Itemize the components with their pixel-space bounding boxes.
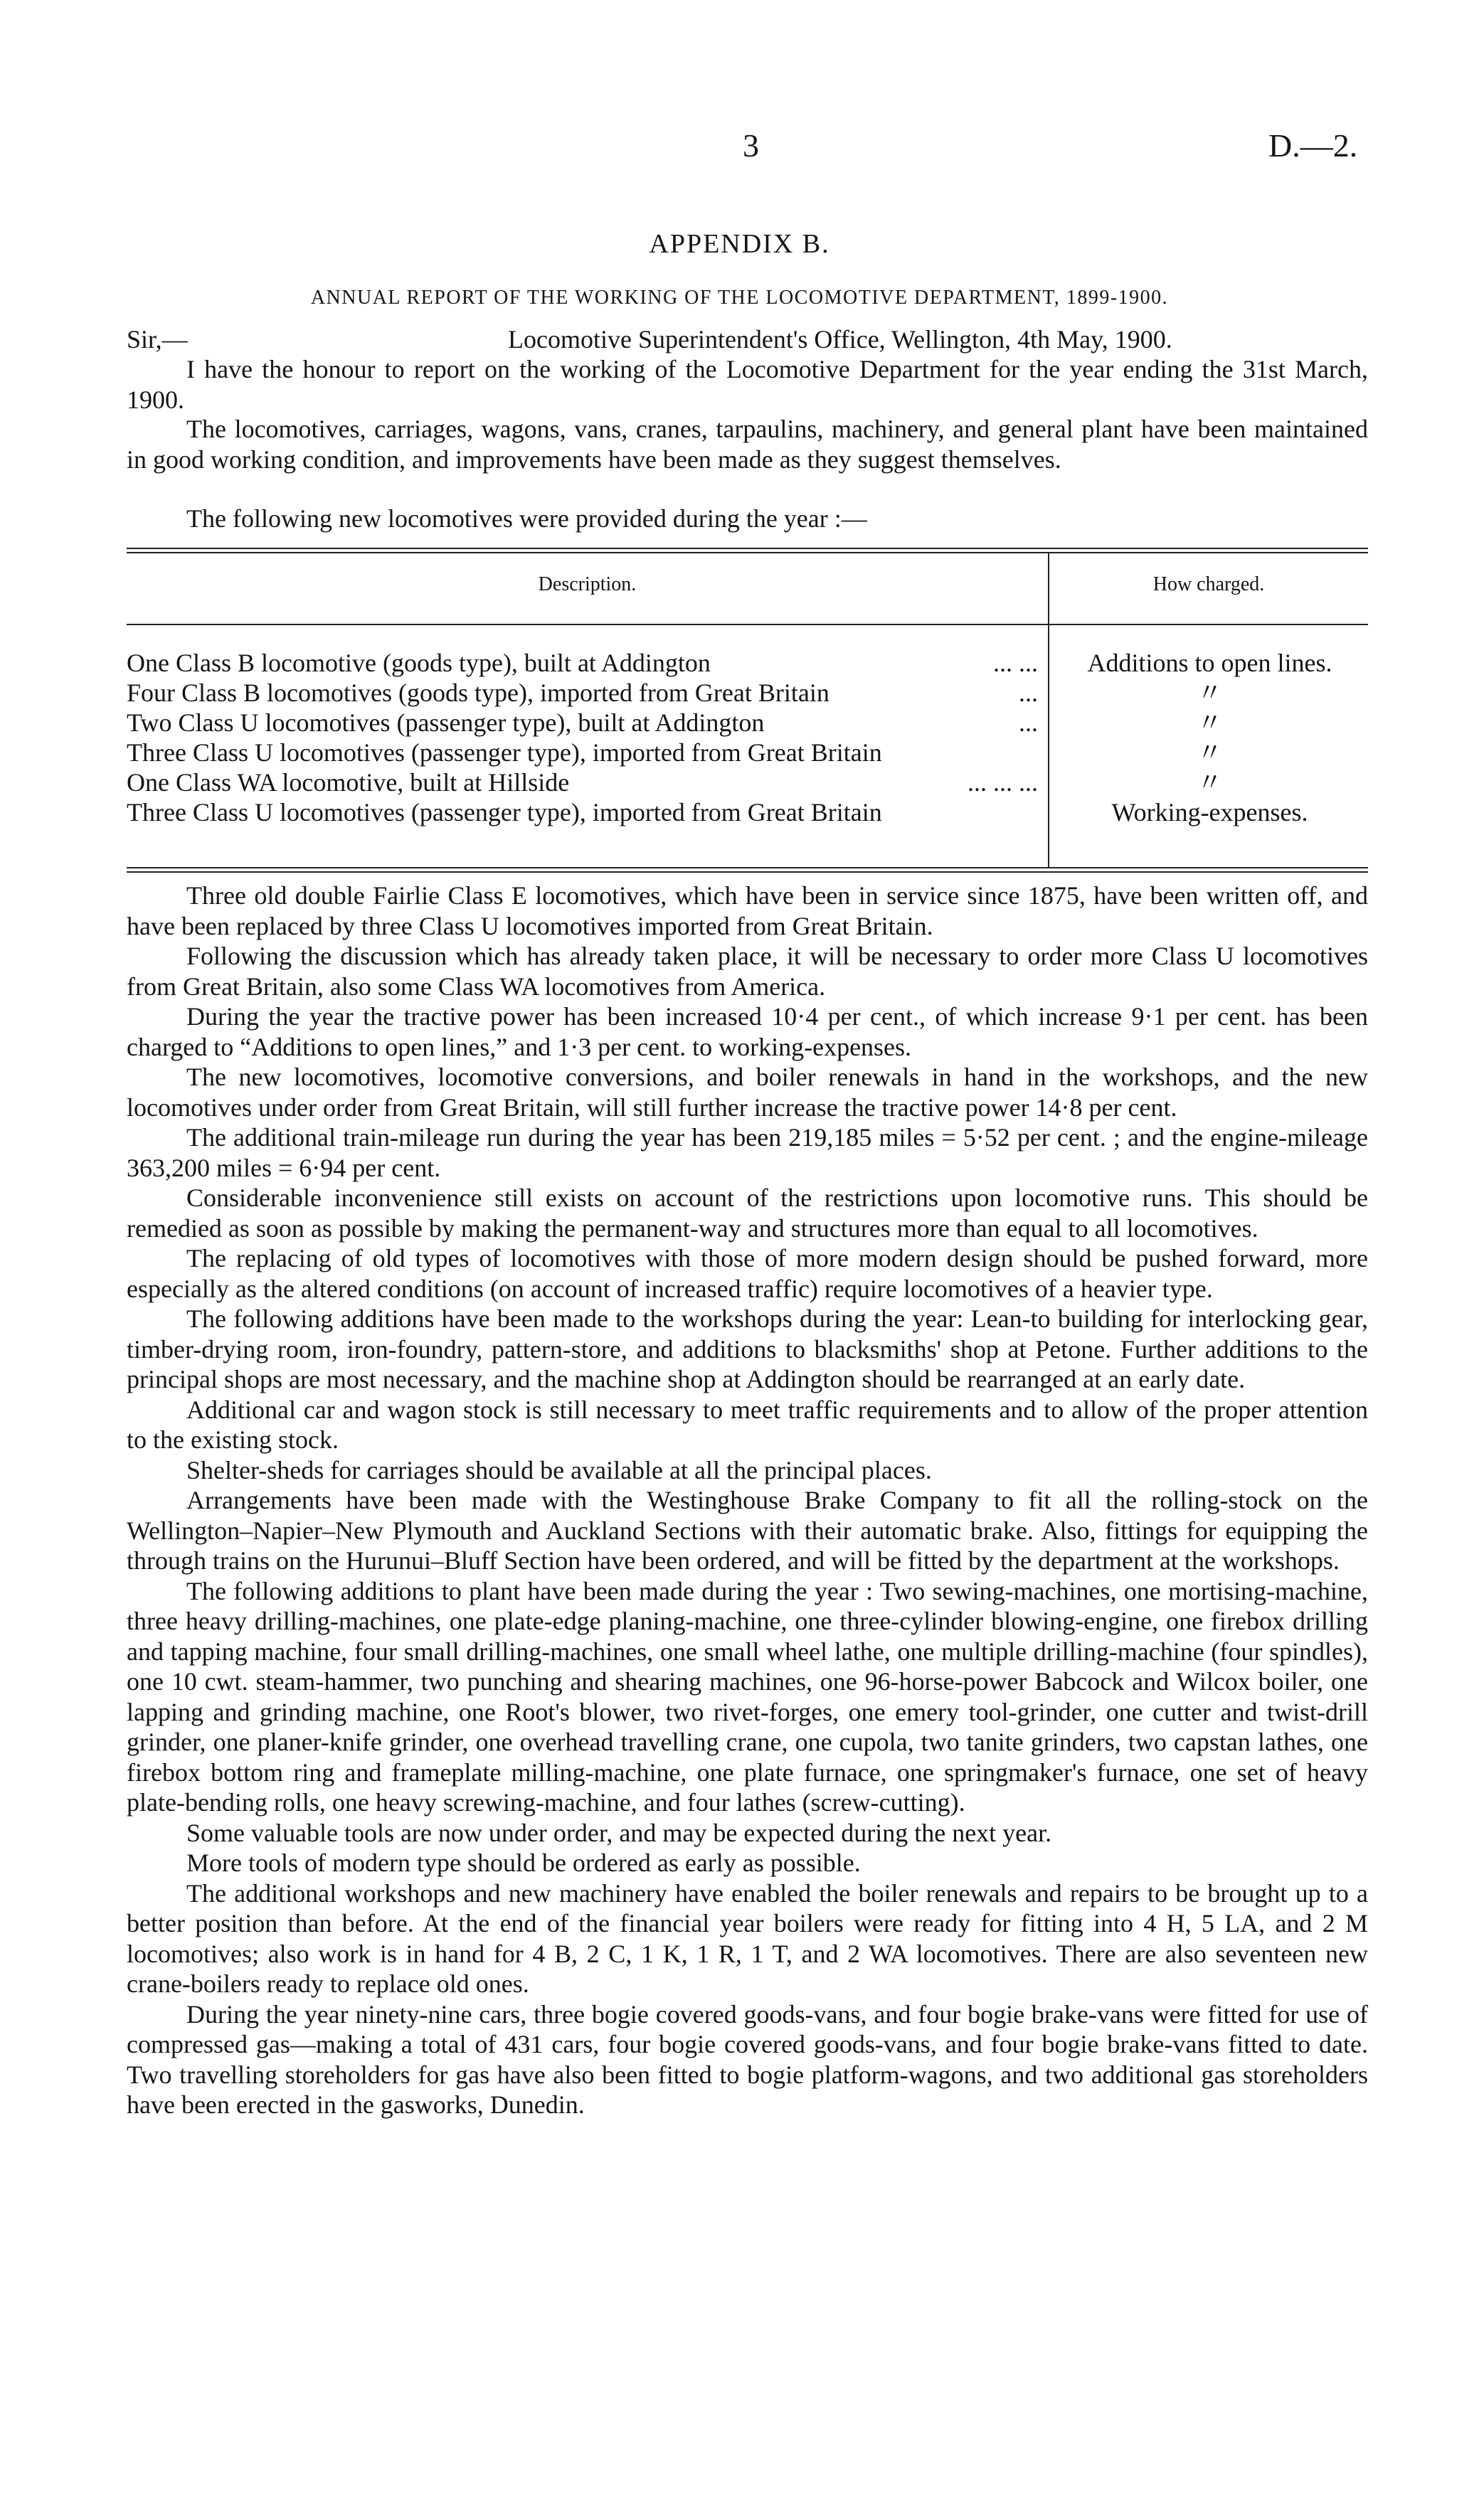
salutation: Sir,—	[127, 325, 188, 353]
leader-dots: ...	[1019, 679, 1038, 707]
report-body	[127, 881, 1368, 2120]
page-number: 3	[743, 127, 759, 164]
leader-dots: ... ... ...	[968, 768, 1038, 797]
table-rule	[127, 548, 1368, 549]
body-paragraph: Following the discussion which has already taken place, it will be necessary to order more Class U locomotives from Great Britain, also some Class WA locomotives from America.	[127, 942, 1368, 1001]
row-description: One Class WA locomotive, built at Hillside	[127, 768, 570, 797]
body-paragraph: The additional workshops and new machinery have enabled the boiler renewals and repairs to be brought up to a better position than before. At the end of the financial year boilers were ready for fitting into 4 H, 5 LA, and 2 M locomotives; also work is in hand for 4 B, 2 C, 1 K, 1 R, 1 T, and 2 WA locomotives. There are also seventeen new crane-boilers ready to replace old ones.	[127, 1878, 1368, 1998]
body-paragraph: During the year the tractive power has been increased 10·4 per cent., of which increase 9·1 per cent. has been charged to “Additions to open lines,” and 1·3 per cent. to working-expenses.	[127, 1002, 1368, 1061]
table-header-how-charged: How charged.	[1152, 573, 1265, 595]
intro-paragraph: I have the honour to report on the working of the Locomotive Department for the year ending the 31st March, 1900.	[127, 355, 1368, 414]
table-rule	[127, 867, 1368, 868]
intro-paragraph: The following new locomotives were provided during the year :—	[186, 504, 867, 533]
table-rule	[127, 552, 1368, 553]
row-how-charged: Additions to open lines.	[1087, 649, 1332, 677]
body-paragraph: The replacing of old types of locomotives with those of more modern design should be pushed forward, more especially as the altered conditions (on account of increased traffic) require locomotives of a heavier type.	[127, 1244, 1368, 1303]
body-paragraph: The following additions have been made to the workshops during the year: Lean-to building for interlocking gear, timber-drying room, iron-foundry, pattern-store, and additions to blacksmiths' shop at Petone. Further additions to the principal shops are most necessary, and the machine shop at Addington should be rearranged at an early date.	[127, 1304, 1368, 1393]
row-how-charged: 〃	[1197, 679, 1223, 707]
row-description: Three Class U locomotives (passenger type), imported from Great Britain	[127, 738, 882, 767]
body-paragraph: The following additions to plant have been made during the year : Two sewing-machines, one mortising-machine, three heavy drilling-machines, one plate-edge planing-machine, one three-cylinder blowing-engine, one firebox drilling and tapping machine, four small drilling-machines, one small wheel lathe, one multiple drilling-machine (four spindles), one 10 cwt. steam-hammer, two punching and shearing machines, one 96-horse-power Babcock and Wilcox boiler, one lapping and grinding machine, one Root's blower, two rivet-forges, one emery tool-grinder, one cutter and twist-drill grinder, one planer-knife grinder, one overhead travelling crane, one cupola, two tanite grinders, two capstan lathes, one firebox bottom ring and frameplate milling-machine, one plate furnace, one springmaker's furnace, one set of heavy plate-bending rolls, one heavy screwing-machine, and four lathes (screw-cutting).	[127, 1576, 1368, 1817]
row-description: One Class B locomotive (goods type), built at Addington	[127, 649, 711, 677]
body-paragraph: Some valuable tools are now under order, and may be expected during the next year.	[186, 1818, 1052, 1847]
table-header-description: Description.	[538, 573, 637, 595]
leader-dots: ...	[1019, 708, 1038, 737]
body-paragraph: Arrangements have been made with the Westinghouse Brake Company to fit all the rolling-stock on the Wellington–Napier–New Plymouth and Auckland Sections with their automatic brake. Also, fittings for equipping the through trains on the Hurunui–Bluff Section have been ordered, and will be fitted by the department at the workshops.	[127, 1486, 1368, 1575]
body-paragraph: The new locomotives, locomotive conversions, and boiler renewals in hand in the workshops, and the new locomotives under order from Great Britain, will still further increase the tractive power 14·8 per cent.	[127, 1063, 1368, 1122]
body-paragraph: More tools of modern type should be ordered as early as possible.	[186, 1849, 861, 1877]
row-description: Two Class U locomotives (passenger type), built at Addington	[127, 708, 765, 737]
document-reference: D.—2.	[1268, 127, 1358, 164]
table-rule	[127, 624, 1368, 625]
office-date-line: Locomotive Superintendent's Office, Wellington, 4th May, 1900.	[508, 325, 1172, 353]
appendix-title: APPENDIX B.	[649, 229, 830, 259]
intro-paragraph: The locomotives, carriages, wagons, vans, cranes, tarpaulins, machinery, and general plant have been maintained in good working condition, and improvements have been made as they suggest themselves.	[127, 415, 1368, 474]
body-paragraph: During the year ninety-nine cars, three bogie covered goods-vans, and four bogie brake-vans were fitted for use of compressed gas—making a total of 431 cars, four bogie covered goods-vans, and four bogie brake-vans fitted to date. Two travelling storeholders for gas have also been fitted to bogie platform-wagons, and two additional gas storeholders have been erected in the gasworks, Dunedin.	[127, 1999, 1368, 2119]
leader-dots: ... ...	[993, 649, 1038, 677]
row-how-charged: 〃	[1197, 738, 1223, 767]
row-how-charged: 〃	[1197, 768, 1223, 797]
body-paragraph: Three old double Fairlie Class E locomotives, which have been in service since 1875, have been written off, and have been replaced by three Class U locomotives imported from Great Britain.	[127, 881, 1368, 940]
row-description: Three Class U locomotives (passenger type), imported from Great Britain	[127, 798, 882, 826]
body-paragraph: The additional train-mileage run during the year has been 219,185 miles = 5·52 per cent. ; and the engine-mileage 363,200 miles = 6·94 per cent.	[127, 1123, 1368, 1182]
report-title: ANNUAL REPORT OF THE WORKING OF THE LOCOMOTIVE DEPARTMENT, 1899-1900.	[310, 287, 1169, 309]
table-rule	[127, 871, 1368, 873]
row-how-charged: 〃	[1197, 708, 1223, 737]
row-how-charged: Working-expenses.	[1111, 798, 1308, 826]
row-description: Four Class B locomotives (goods type), imported from Great Britain	[127, 679, 829, 707]
body-paragraph: Additional car and wagon stock is still necessary to meet traffic requirements and to allow of the proper attention to the existing stock.	[127, 1395, 1368, 1454]
body-paragraph: Considerable inconvenience still exists on account of the restrictions upon locomotive runs. This should be remedied as soon as possible by making the permanent-way and structures more than equal to all locomotives.	[127, 1184, 1368, 1243]
body-paragraph: Shelter-sheds for carriages should be available at all the principal places.	[186, 1455, 932, 1484]
